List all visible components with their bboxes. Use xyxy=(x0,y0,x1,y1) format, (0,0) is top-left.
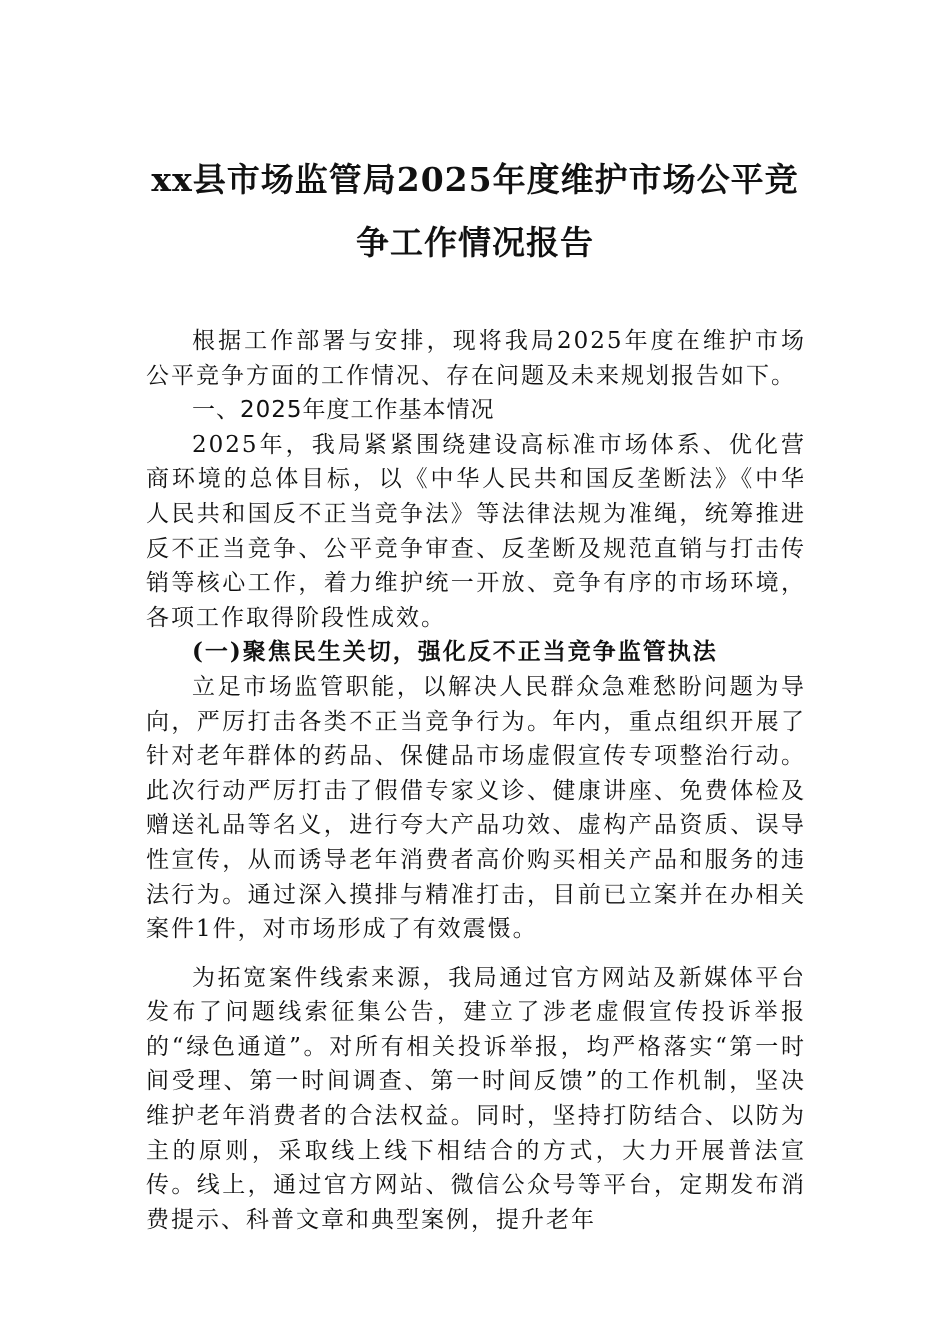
subsection-1-paragraph-1: 立足市场监管职能，以解决人民群众急难愁盼问题为导向，严厉打击各类不正当竞争行为。年内，重点组织开展了针对老年群体的药品、保健品市场虚假宣传专项整治行动。此次行动严厉打击了假借专家义诊、健康讲座、免费体检及赠送礼品等名义，进行夸大产品功效、虚构产品资质、误导性宣传，从而诱导老年消费者高价购买相关产品和服务的违法行为。通过深入摸排与精准打击，目前已立案并在办相关案件1件，对市场形成了有效震慑。 xyxy=(146,673,806,943)
title-line-1: xx县市场监管局2025年度维护市场公平竞 xyxy=(151,160,799,199)
intro-paragraph: 根据工作部署与安排，现将我局2025年度在维护市场公平竞争方面的工作情况、存在问题及未来规划报告如下。 xyxy=(146,328,806,389)
title-line-2: 争工作情况报告 xyxy=(356,223,594,262)
document-title xyxy=(120,148,830,274)
section-1-paragraph: 2025年，我局紧紧围绕建设高标准市场体系、优化营商环境的总体目标，以《中华人民共和国反垄断法》《中华人民共和国反不正当竞争法》等法律法规为准绳，统筹推进反不正当竞争、公平竞争审查、反垄断及规范直销与打击传销等核心工作，着力维护统一开放、竞争有序的市场环境，各项工作取得阶段性成效。 xyxy=(146,431,806,631)
subsection-1-paragraph-2: 为拓宽案件线索来源，我局通过官方网站及新媒体平台发布了问题线索征集公告，建立了涉老虚假宣传投诉举报的“绿色通道”。对所有相关投诉举报，均严格落实“第一时间受理、第一时间调查、第一时间反馈”的工作机制，坚决维护老年消费者的合法权益。同时，坚持打防结合、以防为主的原则，采取线上线下相结合的方式，大力开展普法宣传。线上，通过官方网站、微信公众号等平台，定期发布消费提示、科普文章和典型案例，提升老年 xyxy=(146,964,806,1233)
subsection-heading-1: (一)聚焦民生关切，强化反不正当竞争监管执法 xyxy=(192,638,718,666)
document-body xyxy=(146,324,806,1237)
section-heading-1: 一、2025年度工作基本情况 xyxy=(192,397,495,424)
